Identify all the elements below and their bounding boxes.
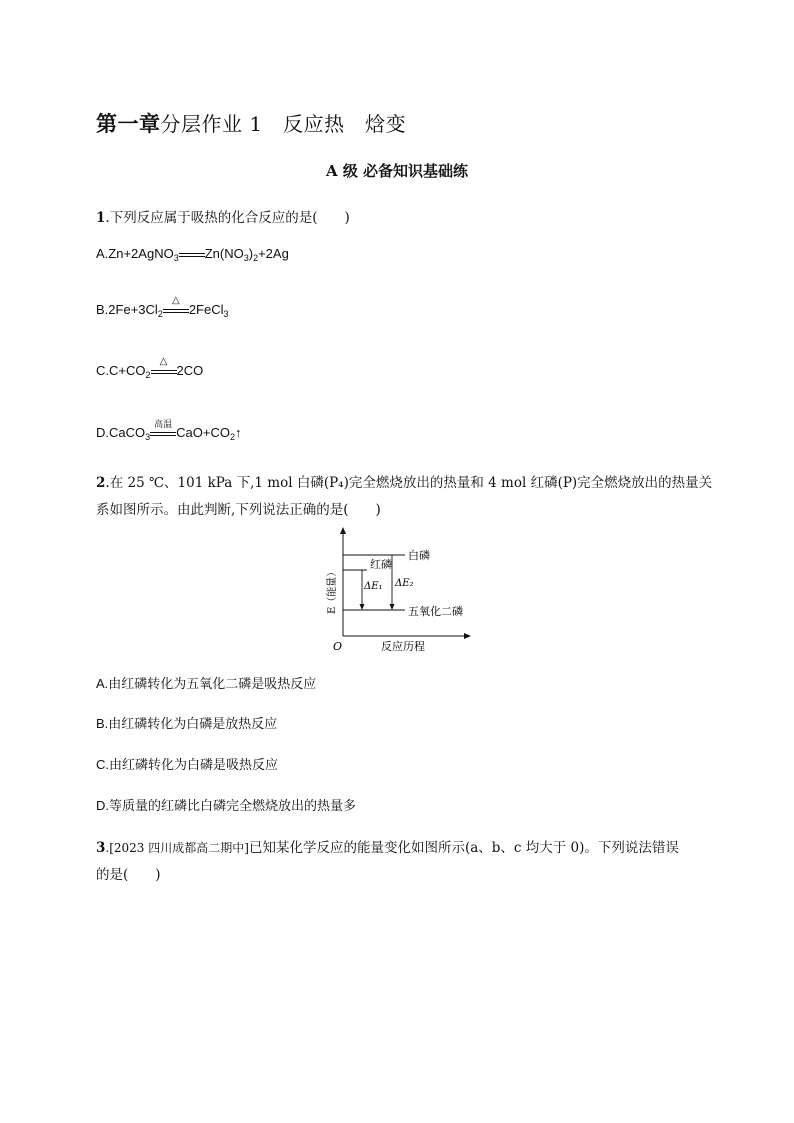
subscript: 3 <box>243 253 249 263</box>
q1-option-a <box>96 246 289 263</box>
reaction-condition <box>150 418 176 439</box>
question-2-stem-line2: 系如图所示。由此判断,下列说法正确的是( ) <box>96 502 381 518</box>
products-part: +2Ag <box>258 246 289 261</box>
q1-option-b <box>96 294 229 319</box>
question-text: .下列反应属于吸热的化合反应的是( ) <box>105 210 350 226</box>
question-3-stem-line1 <box>96 836 679 856</box>
y-axis-label: E（能量） <box>327 566 338 614</box>
q2-option-b: B.由红磷转化为白磷是放热反应 <box>96 716 278 731</box>
question-number: 1 <box>96 210 106 226</box>
reactants: CaCO <box>109 425 146 440</box>
red-phosphorus-label: 红磷 <box>370 558 392 571</box>
question-number: 2 <box>96 475 106 491</box>
reaction-condition <box>151 355 177 377</box>
subscript: 2 <box>157 309 163 319</box>
subscript: 2 <box>253 253 259 263</box>
reactants: C+CO <box>109 363 146 378</box>
product-label: 五氧化二磷 <box>408 605 463 618</box>
q2-option-c: C.由红磷转化为白磷是吸热反应 <box>96 757 279 772</box>
x-axis-label: 反应历程 <box>381 640 425 653</box>
heat-symbol: △ <box>171 294 180 306</box>
y-axis-arrowhead <box>340 527 346 534</box>
q2-option-d: D.等质量的红磷比白磷完全燃烧放出的热量多 <box>96 798 357 813</box>
question-text: 已知某化学反应的能量变化如图所示(a、b、c 均大于 0)。下列说法错误 <box>248 840 679 856</box>
option-label: C. <box>96 363 109 378</box>
subscript: 3 <box>173 253 179 263</box>
products: 2CO <box>176 363 204 378</box>
equals-sign <box>179 250 205 260</box>
page-title <box>96 108 406 138</box>
reaction-condition <box>163 294 189 316</box>
delta-e2-arrowhead <box>390 604 395 610</box>
reactants: Zn+2AgNO <box>108 246 174 261</box>
subscript: 3 <box>223 309 229 319</box>
q1-option-d <box>96 418 242 442</box>
origin-label: O <box>333 640 343 653</box>
delta-e1-arrowhead <box>360 604 365 610</box>
delta-e2-label: ΔE₂ <box>395 578 414 589</box>
question-text: .在 25 ℃、101 kPa 下,1 mol 白磷(P₄)完全燃烧放出的热量和 4 mol 红磷(P)完全燃烧放出的热量关 <box>105 475 713 491</box>
option-label: D. <box>96 425 109 440</box>
high-temperature-label: 高温 <box>154 418 173 429</box>
option-label: A. <box>96 246 109 261</box>
assignment-title: 分层作业 1 反应热 焓变 <box>160 112 407 136</box>
energy-diagram <box>315 526 480 656</box>
x-axis-arrowhead <box>464 633 471 639</box>
question-2-stem-line1 <box>96 471 712 491</box>
subscript: 2 <box>145 370 151 380</box>
question-1-stem <box>96 206 350 226</box>
reactants: 2Fe+3Cl <box>108 302 158 317</box>
question-number: 3 <box>96 840 106 856</box>
products: CaO+CO <box>176 425 230 440</box>
products-part: ) <box>248 246 254 261</box>
gas-arrow: ↑ <box>234 425 242 440</box>
subscript: 2 <box>229 432 235 442</box>
section-level-heading: A 级 必备知识基础练 <box>325 162 469 180</box>
heat-symbol: △ <box>159 355 168 367</box>
q2-option-a: A.由红磷转化为五氧化二磷是吸热反应 <box>96 676 317 691</box>
products: 2FeCl <box>188 302 224 317</box>
delta-e1-label: ΔE₁ <box>364 581 383 592</box>
subscript: 3 <box>145 432 151 442</box>
white-phosphorus-label: 白磷 <box>408 549 430 562</box>
chapter-label: 第一章 <box>96 111 161 136</box>
products: Zn(NO <box>204 246 244 261</box>
q1-option-c <box>96 355 204 380</box>
question-source: .[2023 四川成都高二期中] <box>105 841 249 855</box>
question-3-stem-line2: 的是( ) <box>96 867 161 883</box>
option-label: B. <box>96 302 109 317</box>
